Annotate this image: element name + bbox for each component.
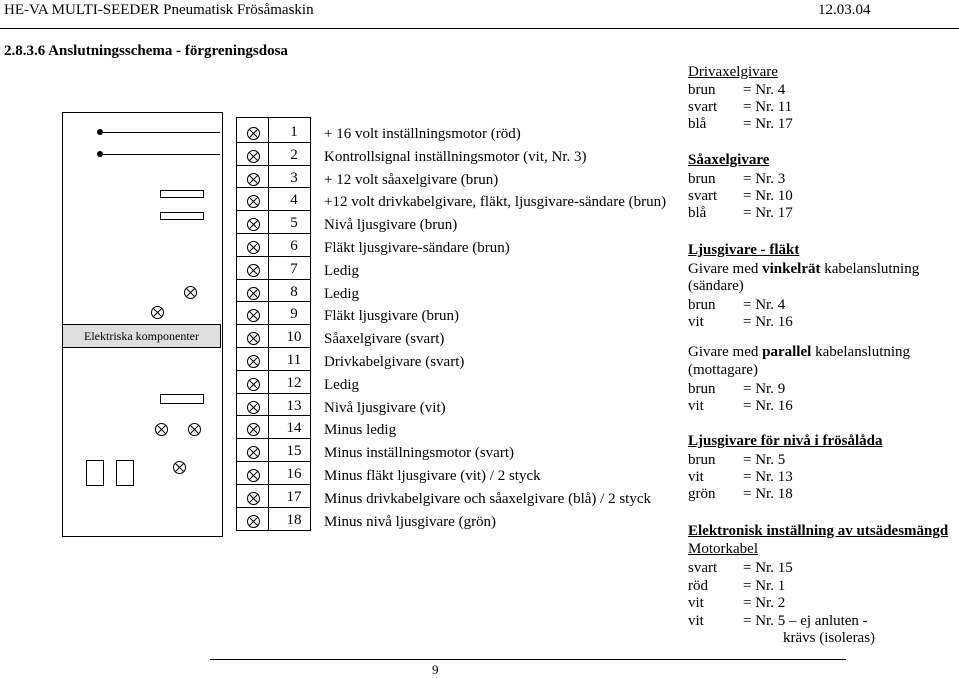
legend-terminal-value: = Nr. 1	[743, 577, 786, 594]
terminal-number: 2	[290, 147, 298, 163]
connector-cross-icon	[188, 423, 201, 436]
legend-parallel-post: kabelanslutning	[811, 344, 911, 360]
legend-ljusgivare-flakt	[688, 242, 799, 259]
terminal-number: 1	[290, 124, 298, 140]
terminal-screw-icon	[247, 287, 260, 300]
legend-motorkabel-title: Motorkabel	[688, 541, 758, 557]
terminal-row-divider	[236, 438, 311, 439]
terminal-description: Drivkabelgivare (svart)	[324, 354, 465, 370]
terminal-row-divider	[236, 461, 311, 462]
legend-wire-color: vit	[688, 314, 704, 330]
legend-terminal-value: = Nr. 17	[743, 116, 793, 132]
component-block	[160, 190, 204, 198]
terminal-screw-icon	[247, 355, 260, 368]
terminal-description: + 16 volt inställningsmotor (röd)	[324, 126, 521, 142]
legend-niva-title: Ljusgivare för nivå i frösålåda	[688, 433, 883, 449]
terminal-description: Minus inställningsmotor (svart)	[324, 445, 514, 461]
terminal-description: Minus nivå ljusgivare (grön)	[324, 514, 497, 530]
terminal-number: 6	[290, 238, 298, 254]
component-block	[160, 212, 204, 220]
terminal-description: + 12 volt såaxelgivare (brun)	[324, 172, 499, 188]
terminal-number: 8	[290, 284, 298, 300]
legend-terminal-value: = Nr. 9	[743, 381, 786, 397]
document-header-title: HE-VA MULTI-SEEDER Pneumatisk Frösåmaskin	[4, 2, 314, 18]
legend-vinkel-text	[688, 261, 919, 278]
terminal-screw-icon	[247, 446, 260, 459]
terminal-number: 14	[286, 420, 302, 436]
terminal-description: Minus ledig	[324, 422, 397, 438]
legend-terminal-value: = Nr. 13	[743, 469, 793, 485]
document-header-date: 12.03.04	[818, 2, 871, 18]
legend-wire-color: grön	[688, 486, 716, 502]
terminal-screw-icon	[247, 423, 260, 436]
legend-elektronisk-note: krävs (isoleras)	[783, 630, 876, 646]
legend-drivaxelgivare-title: Drivaxelgivare	[688, 64, 778, 80]
connector-cross-icon	[173, 461, 186, 474]
terminal-strip-edge	[236, 530, 311, 531]
legend-elektronisk	[688, 523, 948, 540]
terminal-screw-icon	[247, 127, 260, 140]
legend-wire-color: blå	[688, 116, 707, 132]
component-block	[86, 460, 104, 486]
legend-terminal-value: = Nr. 5	[743, 452, 786, 468]
page-number: 9	[432, 662, 439, 677]
legend-wire-color: brun	[688, 82, 716, 98]
terminal-screw-icon	[247, 173, 260, 186]
connector-cross-icon	[151, 306, 164, 319]
legend-wire-color: vit	[688, 469, 704, 485]
terminal-screw-icon	[247, 150, 260, 163]
legend-terminal-value: = Nr. 15	[743, 560, 793, 576]
legend-saaxelgivare	[688, 152, 769, 169]
terminal-row-divider	[236, 279, 311, 280]
terminal-number: 10	[286, 329, 302, 345]
legend-wire-color: svart	[688, 188, 718, 204]
terminal-description: Kontrollsignal inställningsmotor (vit, Nr. 3)	[324, 149, 587, 165]
legend-wire-color: svart	[688, 560, 718, 576]
legend-elektronisk-title: Elektronisk inställning av utsädesmängd	[688, 523, 949, 539]
legend-parallel-sub: (mottagare)	[688, 362, 758, 378]
wire-line	[100, 154, 220, 155]
legend-niva	[688, 433, 882, 450]
legend-drivaxelgivare	[688, 64, 778, 81]
legend-terminal-value: = Nr. 3	[743, 171, 786, 187]
terminal-screw-icon	[247, 309, 260, 322]
legend-wire-color: brun	[688, 171, 716, 187]
legend-terminal-value: = Nr. 5 – ej anluten -	[743, 612, 868, 629]
terminal-description: Såaxelgivare (svart)	[324, 331, 445, 347]
legend-wire-color: vit	[688, 595, 704, 611]
legend-terminal-value: = Nr. 16	[743, 398, 793, 414]
terminal-screw-icon	[247, 218, 260, 231]
legend-vinkel-post: kabelanslutning	[820, 261, 920, 277]
terminal-row-divider	[236, 415, 311, 416]
terminal-number: 15	[286, 443, 302, 459]
component-block	[116, 460, 134, 486]
terminal-description: Fläkt ljusgivare (brun)	[324, 308, 459, 324]
terminal-row-divider	[236, 233, 311, 234]
terminal-description: Ledig	[324, 286, 359, 302]
legend-vinkel-pre: Givare med	[688, 261, 763, 277]
terminal-number: 5	[290, 215, 298, 231]
terminal-screw-icon	[247, 515, 260, 528]
terminal-screw-icon	[247, 401, 260, 414]
legend-terminal-value: = Nr. 2	[743, 595, 786, 611]
terminal-description: Nivå ljusgivare (vit)	[324, 400, 446, 416]
legend-saaxelgivare-title: Såaxelgivare	[688, 152, 770, 168]
terminal-screw-icon	[247, 195, 260, 208]
terminal-row-divider	[236, 165, 311, 166]
terminal-screw-icon	[247, 332, 260, 345]
component-label: Elektriska komponenter	[62, 324, 221, 348]
terminal-row-divider	[236, 324, 311, 325]
legend-wire-color: svart	[688, 99, 718, 115]
legend-parallel-text	[688, 344, 910, 361]
terminal-row-divider	[236, 142, 311, 143]
terminal-screw-icon	[247, 378, 260, 391]
terminal-description: Ledig	[324, 263, 359, 279]
legend-vinkel-bold: vinkelrät	[762, 261, 821, 277]
terminal-number: 11	[286, 352, 302, 368]
terminal-row-divider	[236, 484, 311, 485]
legend-wire-color: vit	[688, 398, 704, 414]
legend-wire-color: vit	[688, 612, 704, 629]
terminal-row-divider	[236, 507, 311, 508]
wire-terminal-dot	[97, 151, 103, 157]
terminal-number: 12	[286, 375, 302, 391]
terminal-number: 7	[290, 261, 298, 277]
terminal-row-divider	[236, 187, 311, 188]
terminal-description: Ledig	[324, 377, 359, 393]
terminal-description: Nivå ljusgivare (brun)	[324, 217, 458, 233]
legend-wire-color: blå	[688, 205, 707, 221]
footer-rule	[210, 659, 846, 660]
component-block	[160, 394, 204, 404]
legend-terminal-value: = Nr. 17	[743, 205, 793, 221]
legend-wire-color: brun	[688, 452, 716, 468]
terminal-row-divider	[236, 370, 311, 371]
legend-parallel-bold: parallel	[762, 344, 812, 360]
legend-terminal-value: = Nr. 4	[743, 297, 786, 313]
terminal-number: 3	[290, 170, 298, 186]
terminal-number: 13	[286, 398, 302, 414]
terminal-strip-edge	[236, 117, 311, 118]
legend-ljusgivare-flakt-title: Ljusgivare - fläkt	[688, 242, 800, 258]
legend-terminal-value: = Nr. 11	[743, 99, 793, 115]
connector-cross-icon	[155, 423, 168, 436]
terminal-row-divider	[236, 301, 311, 302]
terminal-description: +12 volt drivkabelgivare, fläkt, ljusgivare-sändare (brun)	[324, 194, 667, 210]
terminal-number: 17	[286, 489, 302, 505]
terminal-row-divider	[236, 393, 311, 394]
wire-line	[100, 132, 220, 133]
legend-parallel-pre: Givare med	[688, 344, 763, 360]
terminal-number: 9	[290, 306, 298, 322]
terminal-row-divider	[236, 210, 311, 211]
terminal-screw-icon	[247, 264, 260, 277]
legend-terminal-value: = Nr. 18	[743, 486, 793, 502]
wire-terminal-dot	[97, 129, 103, 135]
header-rule	[0, 28, 959, 29]
terminal-description: Minus drivkabelgivare och såaxelgivare (blå) / 2 styck	[324, 491, 651, 507]
legend-vinkel-sub: (sändare)	[688, 278, 744, 294]
terminal-number: 16	[286, 466, 302, 482]
legend-terminal-value: = Nr. 4	[743, 82, 786, 98]
terminal-description: Fläkt ljusgivare-sändare (brun)	[324, 240, 510, 256]
terminal-screw-icon	[247, 469, 260, 482]
section-title: 2.8.3.6 Anslutningsschema - förgreningsdosa	[4, 43, 288, 59]
legend-wire-color: brun	[688, 297, 716, 313]
connector-cross-icon	[184, 286, 197, 299]
terminal-row-divider	[236, 347, 311, 348]
terminal-row-divider	[236, 256, 311, 257]
terminal-screw-icon	[247, 492, 260, 505]
terminal-description: Minus fläkt ljusgivare (vit) / 2 styck	[324, 468, 541, 484]
terminal-number: 18	[286, 512, 302, 528]
legend-terminal-value: = Nr. 16	[743, 314, 793, 330]
legend-wire-color: röd	[688, 577, 708, 594]
terminal-screw-icon	[247, 241, 260, 254]
terminal-number: 4	[290, 192, 298, 208]
legend-terminal-value: = Nr. 10	[743, 188, 793, 204]
legend-wire-color: brun	[688, 381, 716, 397]
